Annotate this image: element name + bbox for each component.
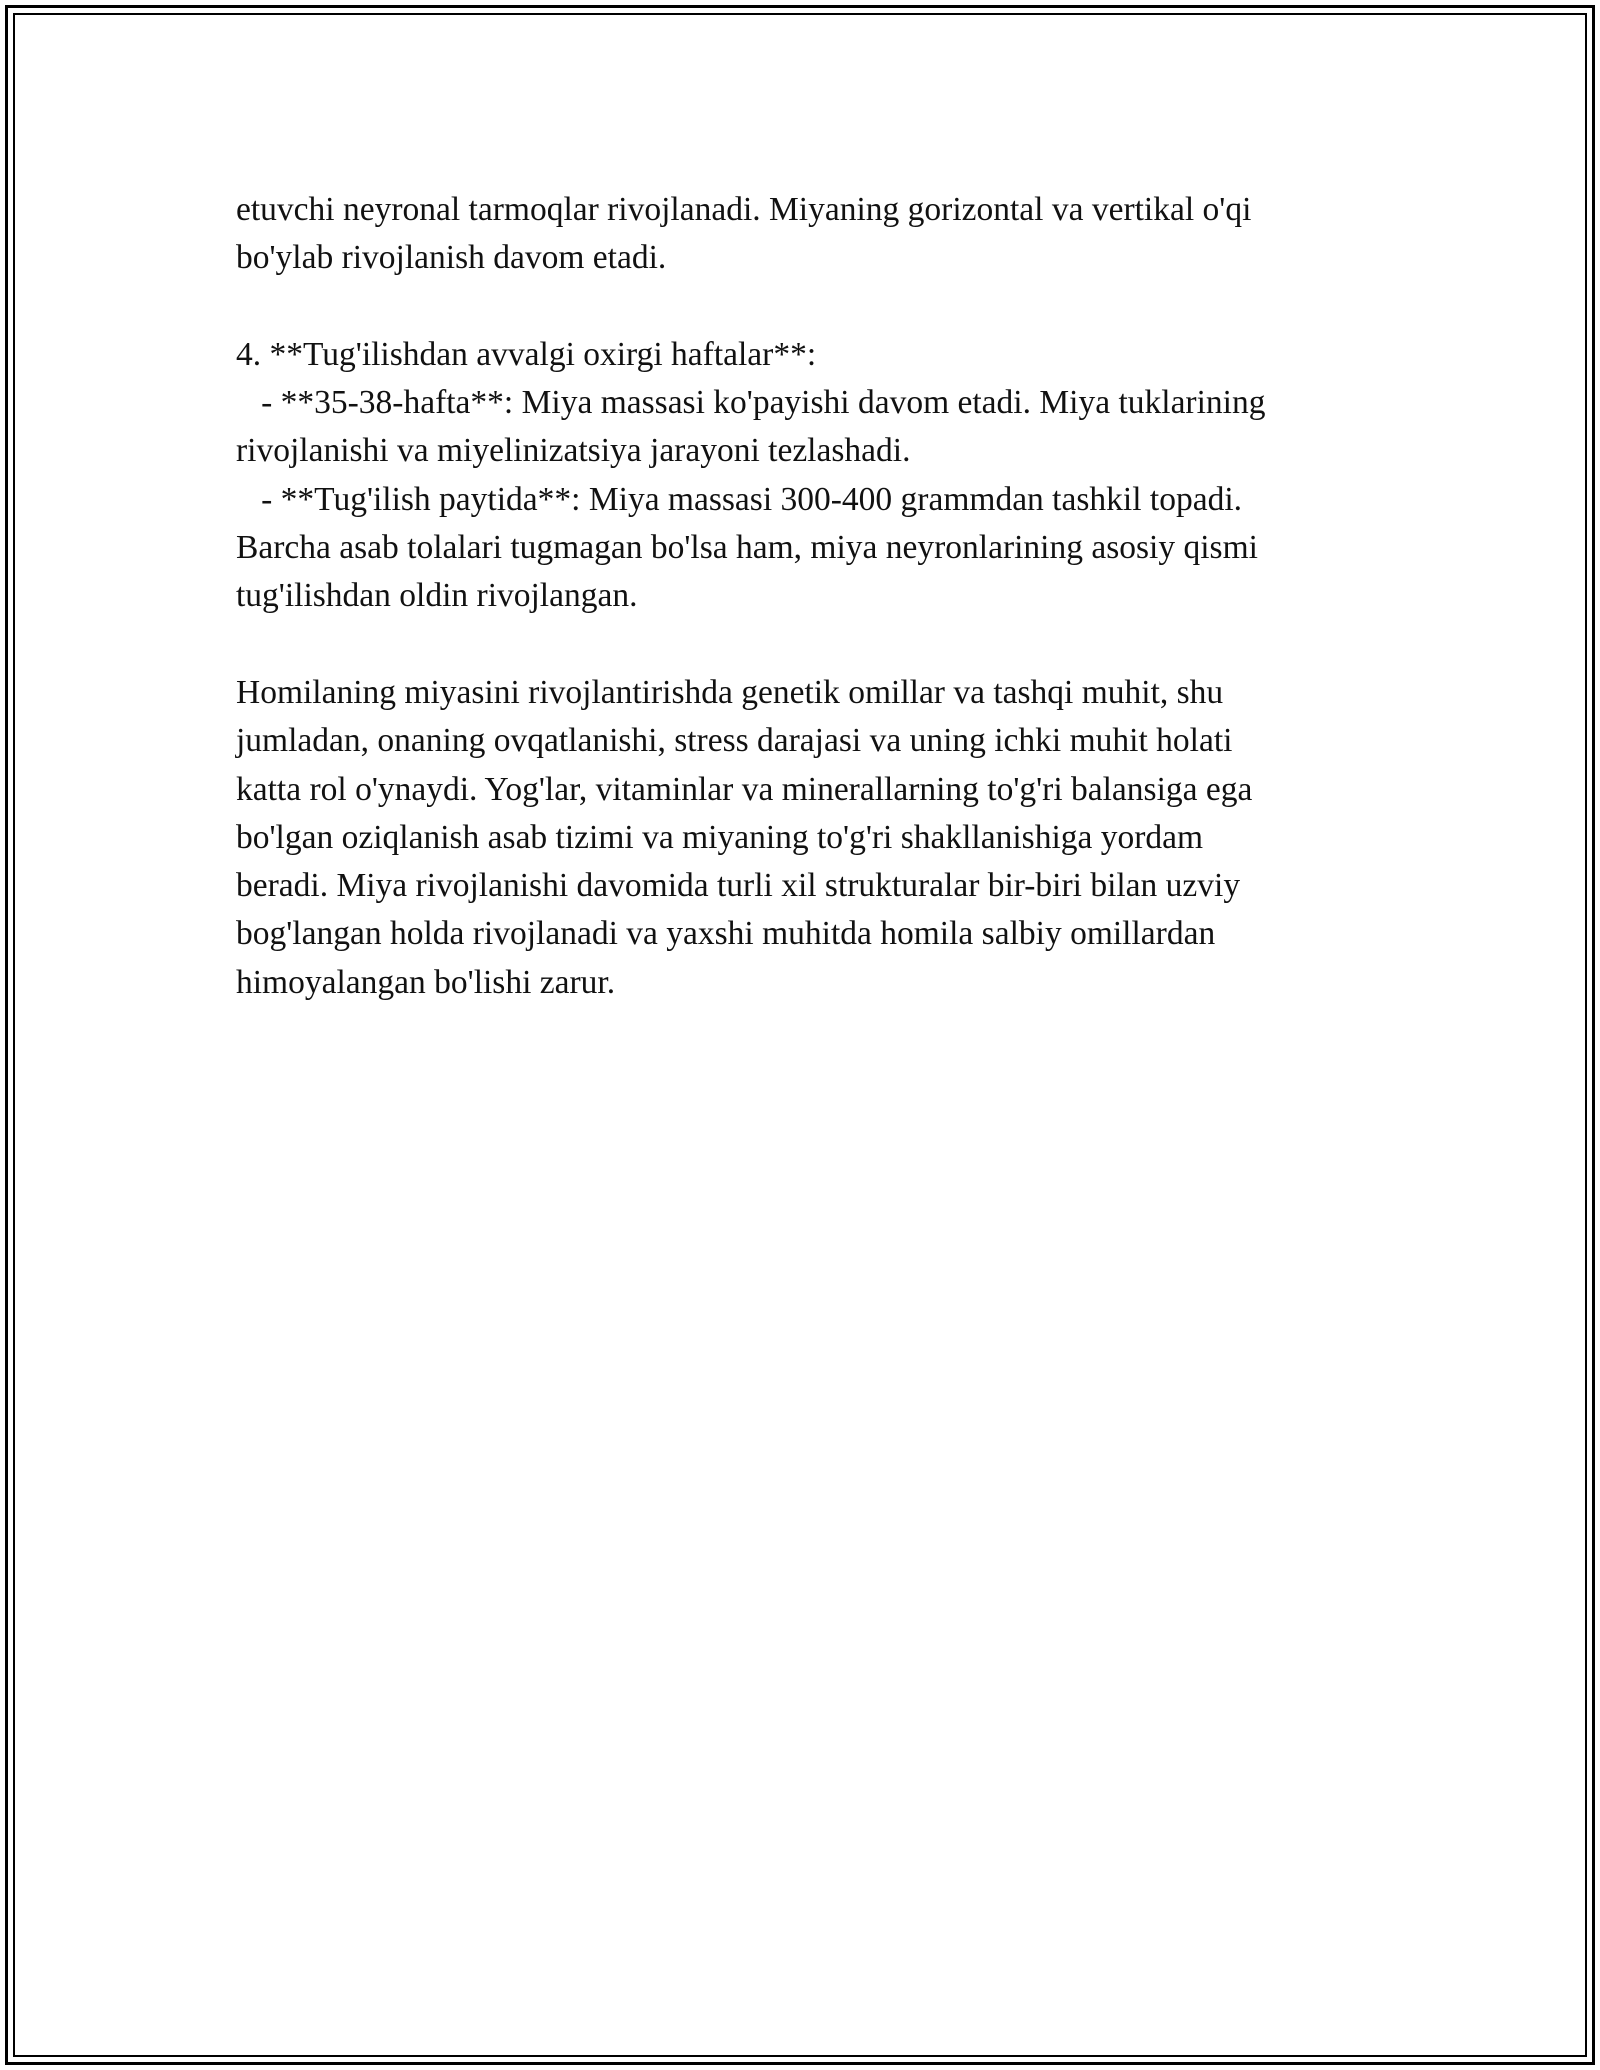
text-line: bog'langan holda rivojlanadi va yaxshi muhitda homila salbiy omillardan <box>236 915 1216 953</box>
text-line: katta rol o'ynaydi. Yog'lar, vitaminlar va minerallarning to'g'ri balansiga ega <box>236 770 1253 808</box>
text-line: beradi. Miya rivojlanishi davomida turli xil strukturalar bir-biri bilan uzviy <box>236 867 1241 905</box>
paragraph-gap <box>236 283 1386 331</box>
text-line: bo'lgan oziqlanish asab tizimi va miyaning to'g'ri shakllanishiga yordam <box>236 818 1204 856</box>
text-line: etuvchi neyronal tarmoqlar rivojlanadi. Miyaning gorizontal va vertikal o'qi <box>236 191 1252 228</box>
text-line: - **35-38-hafta**: Miya massasi ko'payishi davom etadi. Miya tuklarining <box>236 384 1266 422</box>
paragraph-gap <box>236 621 1386 669</box>
text-line: bo'ylab rivojlanish davom etadi. <box>236 239 667 277</box>
text-line: tug'ilishdan oldin rivojlangan. <box>236 577 638 615</box>
text-line: himoyalangan bo'lishi zarur. <box>236 963 616 1001</box>
text-line: Barcha asab tolalari tugmagan bo'lsa ham, miya neyronlarining asosiy qismi <box>236 529 1258 567</box>
text-line: - **Tug'ilish paytida**: Miya massasi 300-400 grammdan tashkil topadi. <box>236 480 1242 518</box>
text-line: rivojlanishi va miyelinizatsiya jarayoni tezlashadi. <box>236 432 911 470</box>
text-line: jumladan, onaning ovqatlanishi, stress darajasi va uning ichki muhit holati <box>236 722 1233 760</box>
document-body <box>236 186 1386 1007</box>
text-line: Homilaning miyasini rivojlantirishda genetik omillar va tashqi muhit, shu <box>236 673 1224 711</box>
section-heading: 4. **Tug'ilishdan avvalgi oxirgi haftalar**: <box>236 335 817 373</box>
